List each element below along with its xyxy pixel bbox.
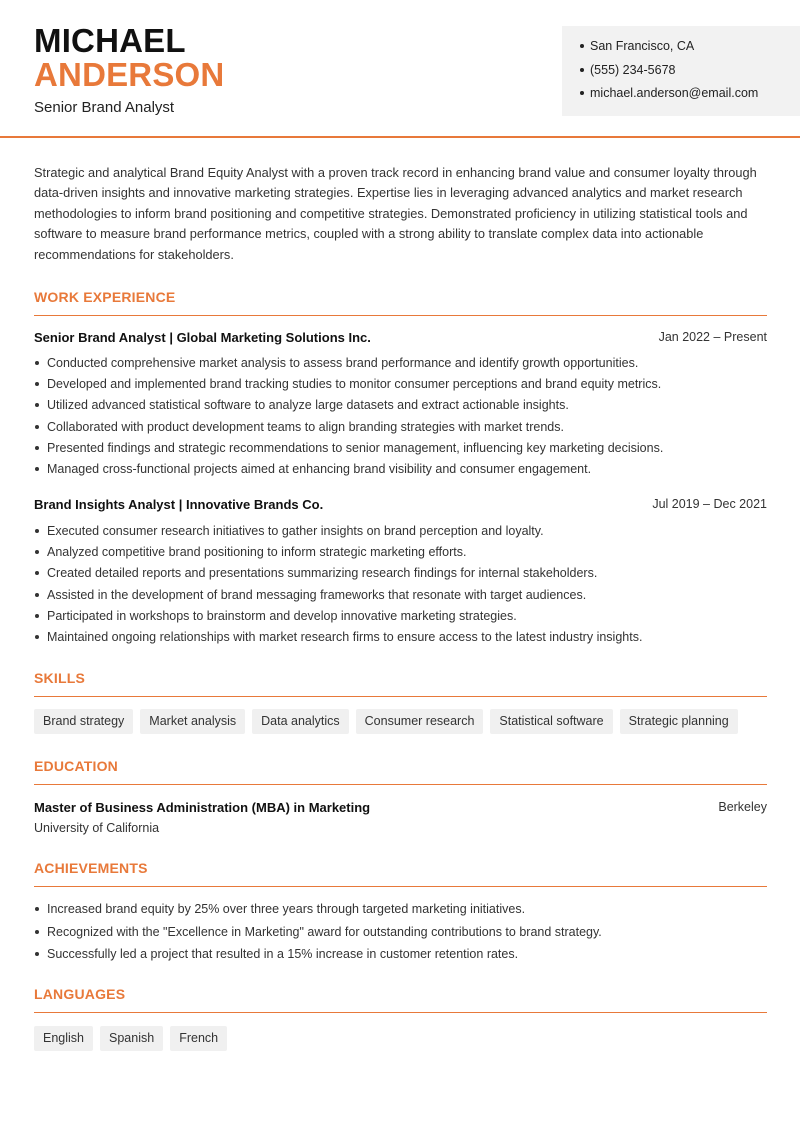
job-bullets — [34, 355, 767, 482]
skill-tag: Brand strategy — [34, 709, 133, 734]
section-title-skills: SKILLS — [34, 670, 85, 686]
skill-tag: Data analytics — [252, 709, 349, 734]
skills-tags — [34, 709, 738, 734]
section-divider — [34, 784, 767, 785]
skill-tag: Statistical software — [490, 709, 612, 734]
language-tag: English — [34, 1026, 93, 1051]
list-item: Managed cross-functional projects aimed at enhancing brand visibility and consumer engagement. — [34, 461, 767, 482]
section-title-education: EDUCATION — [34, 758, 118, 774]
contact-phone: (555) 234-5678 — [580, 62, 800, 86]
section-divider — [34, 1012, 767, 1013]
language-tag: Spanish — [100, 1026, 163, 1051]
last-name: ANDERSON — [34, 56, 225, 93]
job-title: Senior Brand Analyst — [34, 99, 175, 116]
resume-header — [0, 0, 800, 138]
section-title-experience: WORK EXPERIENCE — [34, 289, 176, 305]
skill-tag: Market analysis — [140, 709, 245, 734]
section-title-achievements: ACHIEVEMENTS — [34, 860, 148, 876]
list-item: Conducted comprehensive market analysis to assess brand performance and identify growth opportunities. — [34, 355, 767, 376]
job-header — [34, 330, 767, 348]
contact-email[interactable]: michael.anderson@email.com — [580, 85, 800, 109]
section-divider — [34, 886, 767, 887]
list-item: Utilized advanced statistical software to analyze large datasets and extract actionable insights. — [34, 397, 767, 418]
job-role: Senior Brand Analyst | Global Marketing Solutions Inc. — [34, 330, 371, 345]
job-dates: Jul 2019 – Dec 2021 — [652, 497, 767, 511]
list-item: Developed and implemented brand tracking studies to monitor consumer perceptions and brand equity metrics. — [34, 376, 767, 397]
language-tags — [34, 1026, 227, 1051]
profile-summary: Strategic and analytical Brand Equity Analyst with a proven track record in enhancing brand value and consumer loyalty through data-driven insights and innovative marketing strategies. Expertise lies in leveraging advanced analytics and market research methodologies to inform brand positioning and competitive strategies. Demonstrated proficiency in utilizing statistical tools and software to measure brand performance metrics, coupled with a strong ability to translate complex data into actionable recommendations for stakeholders. — [34, 165, 757, 262]
list-item: Analyzed competitive brand positioning to inform strategic marketing efforts. — [34, 544, 767, 565]
list-item: Maintained ongoing relationships with market research firms to ensure access to the latest industry insights. — [34, 629, 767, 650]
job-role: Brand Insights Analyst | Innovative Brands Co. — [34, 497, 324, 512]
list-item: Recognized with the "Excellence in Marketing" award for outstanding contributions to brand strategy. — [34, 924, 767, 947]
section-divider — [34, 315, 767, 316]
education-location: Berkeley — [718, 800, 767, 814]
skill-tag: Consumer research — [356, 709, 484, 734]
list-item: Participated in workshops to brainstorm and develop innovative marketing strategies. — [34, 608, 767, 629]
education-degree: Master of Business Administration (MBA) in Marketing — [34, 800, 371, 815]
list-item: Presented findings and strategic recommendations to senior management, influencing key marketing decisions. — [34, 440, 767, 461]
list-item: Assisted in the development of brand messaging frameworks that resonate with target audiences. — [34, 587, 767, 608]
contact-box — [562, 26, 800, 116]
section-divider — [34, 696, 767, 697]
language-tag: French — [170, 1026, 227, 1051]
list-item: Created detailed reports and presentations summarizing research findings for internal stakeholders. — [34, 565, 767, 586]
skill-tag: Strategic planning — [620, 709, 738, 734]
job-dates: Jan 2022 – Present — [658, 330, 767, 344]
list-item: Successfully led a project that resulted in a 15% increase in customer retention rates. — [34, 946, 767, 969]
contact-location: San Francisco, CA — [580, 38, 800, 62]
job-header — [34, 497, 767, 515]
list-item: Increased brand equity by 25% over three years through targeted marketing initiatives. — [34, 901, 767, 924]
achievements-list — [34, 901, 767, 969]
section-title-languages: LANGUAGES — [34, 986, 126, 1002]
education-school: University of California — [34, 821, 160, 835]
list-item: Executed consumer research initiatives to gather insights on brand perception and loyalty. — [34, 523, 767, 544]
list-item: Collaborated with product development teams to align branding strategies with market trends. — [34, 419, 767, 440]
job-bullets — [34, 523, 767, 650]
first-name: MICHAEL — [34, 22, 186, 59]
